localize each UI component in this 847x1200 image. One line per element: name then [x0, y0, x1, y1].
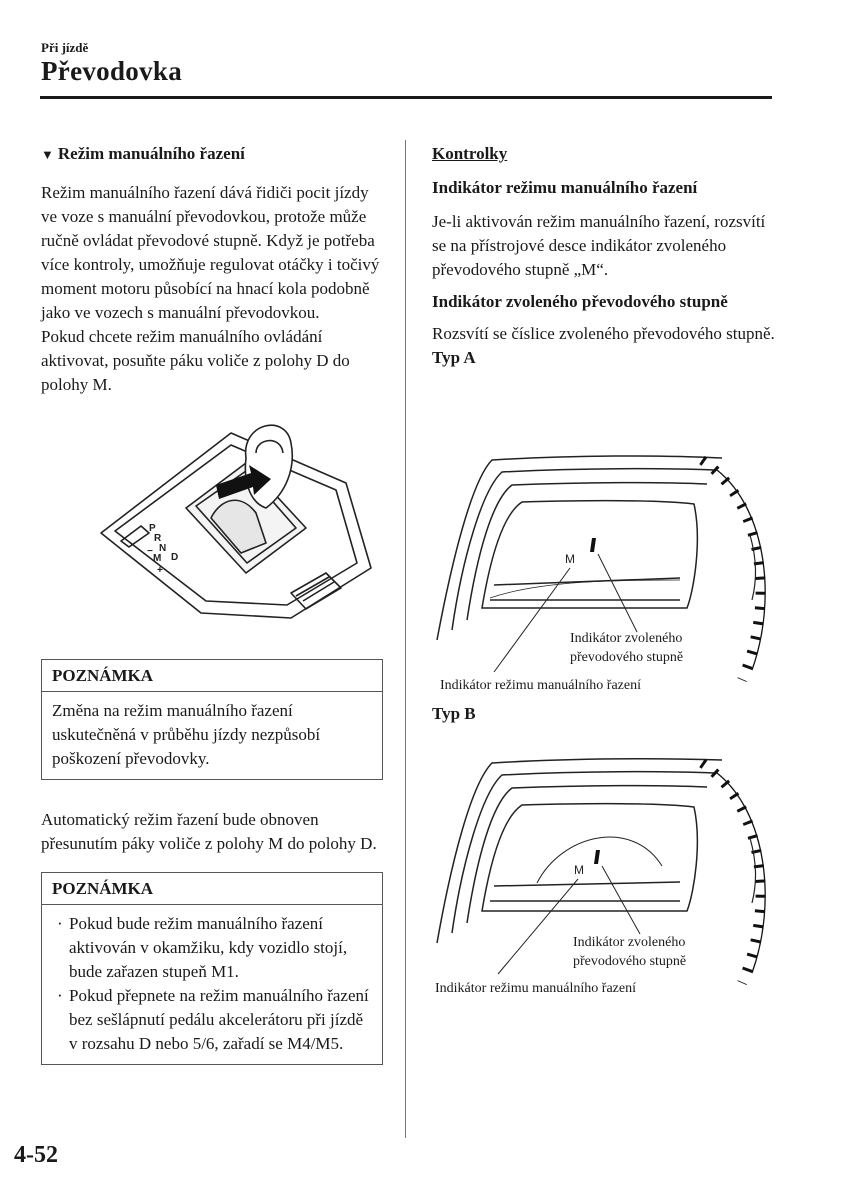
- callout-gear-line2: převodového stupně: [570, 650, 684, 665]
- callout-mode: Indikátor režimu manuálního řazení: [435, 981, 636, 996]
- dashboard-figure-type-b: [432, 738, 847, 1000]
- gear-label-minus: −: [147, 546, 153, 557]
- breadcrumb: Při jízdě: [41, 40, 89, 55]
- note-box-1: [41, 659, 383, 780]
- left-column: [41, 142, 383, 1065]
- callout-line: [602, 866, 640, 934]
- activate-paragraph: Pokud chcete režim manuálního ovládání aktivovat, posuňte páku voliče z polohy D do polohy M.: [41, 327, 350, 394]
- gear-label-d: D: [171, 552, 179, 563]
- indicator-gear-title: Indikátor zvoleného převodového stupně: [432, 292, 728, 311]
- note-text: Změna na režim manuálního řazení uskutečněná v průběhu jízdy nezpůsobí poškození převodovky.: [52, 701, 321, 768]
- title-rule: [40, 96, 772, 99]
- column-divider: [405, 140, 406, 1138]
- gear-label-p: P: [149, 523, 156, 534]
- indicators-heading: Kontrolky: [432, 144, 508, 163]
- callout-line: [498, 879, 578, 974]
- triangle-bullet-icon: ▼: [41, 147, 54, 162]
- note-title: POZNÁMKA: [42, 873, 382, 905]
- intro-paragraph: Režim manuálního řazení dává řidiči pocit jízdy ve voze s manuální převodovkou, protože může ručně ovládat převodové stupně. Když je potřeba více kontroly, umožňuje regulovat otáčky i točivý moment motoru působící na hnací kola podobně jako ve vozech s manuální převodovkou.: [41, 183, 380, 322]
- callout-gear-line2: převodového stupně: [573, 954, 687, 969]
- note-title: POZNÁMKA: [42, 660, 382, 692]
- dashboard-figure-type-a: [432, 440, 847, 700]
- dash-m-indicator: M: [574, 863, 584, 877]
- callout-line: [598, 554, 637, 632]
- section-heading: [41, 142, 383, 167]
- note-list: [52, 912, 372, 1056]
- page-number: 4-52: [14, 1142, 58, 1168]
- gear-selector-figure: [91, 413, 391, 633]
- note-box-2: [41, 872, 383, 1065]
- indicator-mode-text: Je-li aktivován režim manuálního řazení, rozsvítí se na přístrojové desce indikátor zvoleného převodového stupně „M“.: [432, 212, 766, 279]
- type-b-label: Typ B: [432, 704, 476, 723]
- dash-m-indicator: M: [565, 552, 575, 566]
- gear-label-m: M: [153, 553, 162, 564]
- gear-label-plus: +: [157, 565, 163, 576]
- gear-digit-icon: [590, 538, 596, 552]
- indicator-mode-title: Indikátor režimu manuálního řazení: [432, 178, 698, 197]
- note-list-item: · Pokud bude režim manuálního řazení aktivován v okamžiku, kdy vozidlo stojí, bude zařazen stupeň M1.: [52, 912, 372, 984]
- note-list-item: · Pokud přepnete na režim manuálního řazení bez sešlápnutí pedálu akcelerátoru při jízdě v rozsahu D nebo 5/6, zařadí se M4/M5.: [52, 984, 372, 1056]
- callout-gear-line1: Indikátor zvoleného: [573, 935, 686, 950]
- section-title: Režim manuálního řazení: [57, 144, 245, 163]
- callout-gear-line1: Indikátor zvoleného: [570, 631, 683, 646]
- right-column: [432, 142, 777, 370]
- auto-mode-paragraph: Automatický režim řazení bude obnoven přesunutím páky voliče z polohy M do polohy D.: [41, 810, 377, 853]
- gear-label-r: R: [154, 533, 162, 544]
- callout-mode: Indikátor režimu manuálního řazení: [440, 678, 641, 693]
- type-a-label: Typ A: [432, 348, 476, 367]
- page-title: Převodovka: [41, 56, 182, 86]
- gear-label-n: N: [159, 543, 167, 554]
- indicator-gear-text: Rozsvítí se číslice zvoleného převodového stupně.: [432, 324, 775, 343]
- note-body: [42, 905, 382, 1064]
- gear-digit-icon: [594, 850, 600, 864]
